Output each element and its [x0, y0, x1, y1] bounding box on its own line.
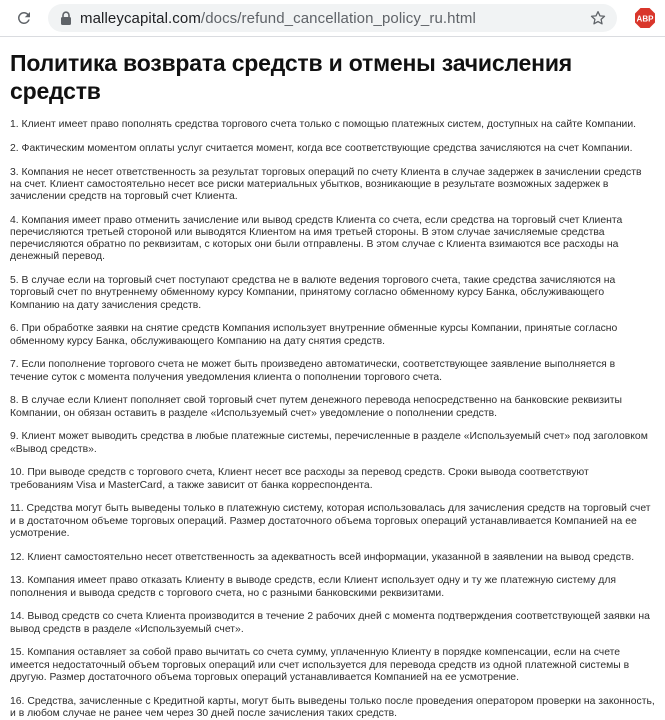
- policy-list: [10, 119, 655, 720]
- policy-item: 14. Вывод средств со счета Клиента производится в течение 2 рабочих дней с момента подтверждения соответствующей заявки на вывод средств в разделе «Используемый счет».: [10, 611, 650, 635]
- policy-item: 1. Клиент имеет право пополнять средства торгового счета только с помощью платежных систем, доступных на сайте Компании.: [10, 119, 637, 130]
- reload-icon[interactable]: [6, 0, 42, 36]
- policy-item: 16. Средства, зачисленные с Кредитной карты, могут быть выведены только после проведения оператором проверки на законность, и в любом случае не ранее чем через 30 дней после зачисления таких средств.: [10, 695, 655, 719]
- policy-item: 12. Клиент самостоятельно несет ответственность за адекватность всей информации, указанной в заявлении на вывод средств.: [10, 551, 635, 563]
- url-path: /docs/refund_cancellation_policy_ru.html: [200, 9, 476, 27]
- policy-item: 9. Клиент может выводить средства в любые платежные системы, перечисленные в разделе «Используемый счет» под заголовком «Вывод средств».: [10, 431, 648, 455]
- policy-item: 5. В случае если на торговый счет поступают средства не в валюте ведения торгового счета, такие средства зачисляются на торговый счет по внутреннему обменному курсу Компании, принятому согласно обменному курсу Банка, обслуживающего Компанию на дату зачисления средств.: [10, 275, 616, 311]
- policy-item: 2. Фактическим моментом оплаты услуг считается момент, когда все соответствующие средства зачисляются на счет Компании.: [10, 142, 633, 154]
- policy-item: 8. В случае если Клиент пополняет свой торговый счет путем денежного перевода непосредственно на банковские реквизиты Компании, он обязан оставить в разделе «Используемый счет» уведомление о пополнении средств.: [10, 395, 622, 419]
- url-text: [80, 10, 476, 27]
- policy-item: 15. Компания оставляет за собой право вычитать со счета сумму, уплаченную Клиенту в порядке компенсации, если на счете имеется недостаточный объем торговых операций или счет используется для перевода средств из одной платежной системы в другую. Размер достаточного объема торговых операций устанавливается Компанией на ее усмотрение.: [10, 647, 630, 683]
- page-content: [0, 37, 665, 720]
- lock-icon: [60, 11, 72, 25]
- adblock-label: ABP: [636, 14, 654, 24]
- policy-item: 10. При выводе средств с торгового счета, Клиент несет все расходы за перевод средств. Сроки вывода соответствуют требованиям Visa и MasterCard, а также зависит от банка корреспондента.: [10, 467, 589, 491]
- policy-item: 6. При обработке заявки на снятие средств Компания использует внутренние обменные курсы Компании, принятые согласно обменному курсу Банка, обслуживающего Компанию на дату снятия средств.: [10, 323, 618, 347]
- policy-item: 11. Средства могут быть выведены только в платежную систему, которая использовалась для зачисления средств на торговый счет и в достаточном объеме торговых операций. Размер достаточного объема торговых операций устанавливается Компанией на ее усмотрение.: [10, 503, 651, 539]
- adblock-plus-icon[interactable]: [633, 6, 657, 30]
- address-bar[interactable]: [48, 4, 617, 32]
- policy-item: 7. Если пополнение торгового счета не может быть произведено автоматически, соответствующее заявление выполняется в течение суток с момента получения уведомления клиента о пополнении торгового счета.: [10, 359, 616, 383]
- policy-item: 13. Компания имеет право отказать Клиенту в выводе средств, если Клиент использует одну и ту же платежную систему для пополнения и вывода средств с торгового счета, но с разными банковскими реквизитами.: [10, 575, 617, 599]
- policy-item: 4. Компания имеет право отменить зачисление или вывод средств Клиента со счета, если средства на торговый счет Клиента перечисляются третьей стороной или выводятся Клиентом на имя третьей стороны. В этом случае зачисляемые средства перечисляются обратно по реквизитам, с которых они были отправлены. В этом случае с Клиента взимаются все расходы на денежный перевод.: [10, 214, 623, 263]
- policy-item: 3. Компания не несет ответственность за результат торговых операций по счету Клиента в случае задержек в зачислении средств на счет. Клиент самостоятельно несет все риски материальных убытков, возникающие в результате возможных задержек в зачислении средств на торговый счет Клиента.: [10, 166, 642, 202]
- bookmark-star-icon[interactable]: [589, 9, 607, 27]
- browser-toolbar: [0, 0, 665, 37]
- page-title: Политика возврата средств и отмены зачисления средств: [10, 50, 572, 104]
- url-host: malleycapital.com: [80, 9, 201, 27]
